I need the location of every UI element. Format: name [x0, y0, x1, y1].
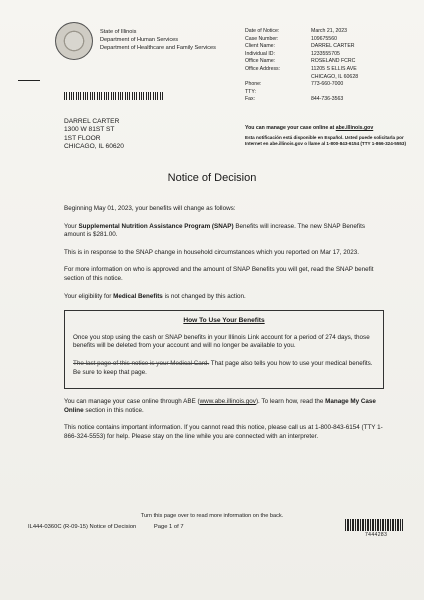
info-label: Office Name:: [245, 58, 276, 65]
info-value: March 21, 2023: [311, 28, 348, 34]
page-number: Page 1 of 7: [153, 524, 184, 530]
info-value: ROSELAND FCRC: [311, 58, 356, 65]
manage-online-text: You can manage your case online at: [245, 125, 335, 131]
info-row: [245, 66, 421, 74]
benefits-change-intro: Beginning May 01, 2023, your benefits will change as follows:: [64, 205, 236, 212]
link-account-paragraph: Once you stop using the cash or SNAP benefits in your Illinois Link account for a period of 274 days, those benefits will be deleted from your account and will no longer be available to you.: [73, 333, 370, 350]
notice-body: [64, 205, 384, 451]
text-fragment: is not changed by this action.: [162, 292, 246, 300]
text-fragment: Your: [64, 222, 79, 230]
medical-benefits-label: Medical Benefits: [113, 292, 163, 300]
info-label: Date of Notice:: [245, 28, 280, 34]
how-to-use-box: [64, 310, 384, 389]
text-fragment: You can manage your case online through ABE (: [64, 398, 200, 406]
recipient-street: 1300 W 81ST ST: [64, 126, 115, 134]
mail-barcode-icon: [64, 92, 164, 100]
info-row: [245, 43, 421, 51]
info-value: 109675560: [311, 35, 337, 42]
info-row: [245, 74, 421, 82]
fold-mark: [18, 80, 40, 81]
info-label: Client Name:: [245, 43, 275, 50]
case-info: [245, 28, 421, 104]
info-label: Case Number:: [245, 35, 279, 42]
info-value: CHICAGO, IL 60628: [311, 73, 359, 80]
manage-case-section-name: Manage My Case Online: [64, 398, 376, 414]
text-fragment: Benefits will increase. The new SNAP Benefits amount is $281.00.: [64, 222, 365, 239]
form-footer: [28, 524, 200, 530]
recipient-unit: 1ST FLOOR: [64, 134, 101, 142]
snap-increase-paragraph: [64, 223, 384, 240]
info-row: [245, 51, 421, 59]
more-info-paragraph: For more information on who is approved and the amount of SNAP Benefits you will get, read the SNAP benefit section of this notice.: [64, 266, 374, 282]
medical-card-paragraph: [73, 360, 375, 377]
page-title: Notice of Decision: [167, 172, 257, 184]
info-value: [311, 89, 421, 97]
info-label: Office Address:: [245, 65, 281, 72]
agency-line-3: Department of Healthcare and Family Services: [100, 45, 216, 51]
medical-eligibility-paragraph: [64, 293, 384, 302]
info-label: [245, 74, 311, 82]
agency-header: [100, 28, 216, 52]
state-seal-icon: [55, 22, 93, 60]
info-label: Individual ID:: [245, 50, 275, 57]
info-row: [245, 96, 421, 104]
barcode-number: 7444283: [365, 532, 388, 538]
info-value: DARREL CARTER: [311, 43, 355, 50]
spanish-notice: Esta notificación está disponible en Español. Usted puede solicitarla por Internet en abe.illinois.gov o llame al 1-800-843-6154 (TTY 1-866-324-5553): [245, 135, 407, 146]
how-to-use-title: How To Use Your Benefits: [183, 317, 265, 325]
manage-online-link[interactable]: abe.illinois.gov: [335, 125, 374, 131]
struck-text: The last page of this notice is your Medical Card.: [73, 359, 210, 367]
important-info-paragraph: This notice contains important information. If you cannot read this notice, please call us at 1-800-843-6154 (TTY 1-866-324-5553) for help. Please stay on the line while you are connected with an interpreter.: [64, 424, 383, 440]
info-row: [245, 28, 421, 36]
info-row: [245, 81, 421, 89]
info-value: 773-660-7000: [311, 81, 344, 88]
manage-case-paragraph: [64, 398, 384, 415]
info-label: Fax:: [245, 96, 256, 103]
form-id: IL444-0360C (R-09-15) Notice of Decision: [28, 524, 137, 530]
info-row: [245, 89, 421, 97]
change-reason-paragraph: This is in response to the SNAP change in household circumstances which you reported on Mar 17, 2023.: [64, 248, 359, 256]
abe-link[interactable]: www.abe.illinois.gov: [199, 398, 256, 406]
snap-program-name: Supplemental Nutrition Assistance Program (SNAP): [78, 222, 234, 230]
info-row: [245, 58, 421, 66]
info-label: TTY:: [245, 88, 256, 95]
info-value: 844-736-3563: [311, 96, 344, 103]
info-row: [245, 36, 421, 44]
document-barcode-icon: [345, 519, 403, 531]
agency-line-1: State of Illinois: [100, 29, 137, 35]
text-fragment: Your eligibility for: [64, 292, 114, 300]
info-label: Phone:: [245, 81, 262, 88]
recipient-name: DARREL CARTER: [64, 118, 120, 125]
agency-line-2: Department of Human Services: [100, 37, 179, 43]
recipient-city: CHICAGO, IL 60620: [64, 143, 124, 151]
info-value: 1233555705: [311, 50, 340, 57]
text-fragment: ). To learn how, read the: [255, 398, 326, 406]
info-value: 11205 S ELLIS AVE: [311, 65, 357, 72]
text-fragment: section in this notice.: [83, 406, 144, 414]
recipient-address: [64, 118, 124, 152]
manage-online-note: [245, 125, 415, 131]
text-fragment: That page also tells you how to use your medical benefits. Be sure to keep that page.: [73, 359, 373, 376]
turn-page-note: Turn this page over to read more information on the back.: [140, 513, 284, 519]
